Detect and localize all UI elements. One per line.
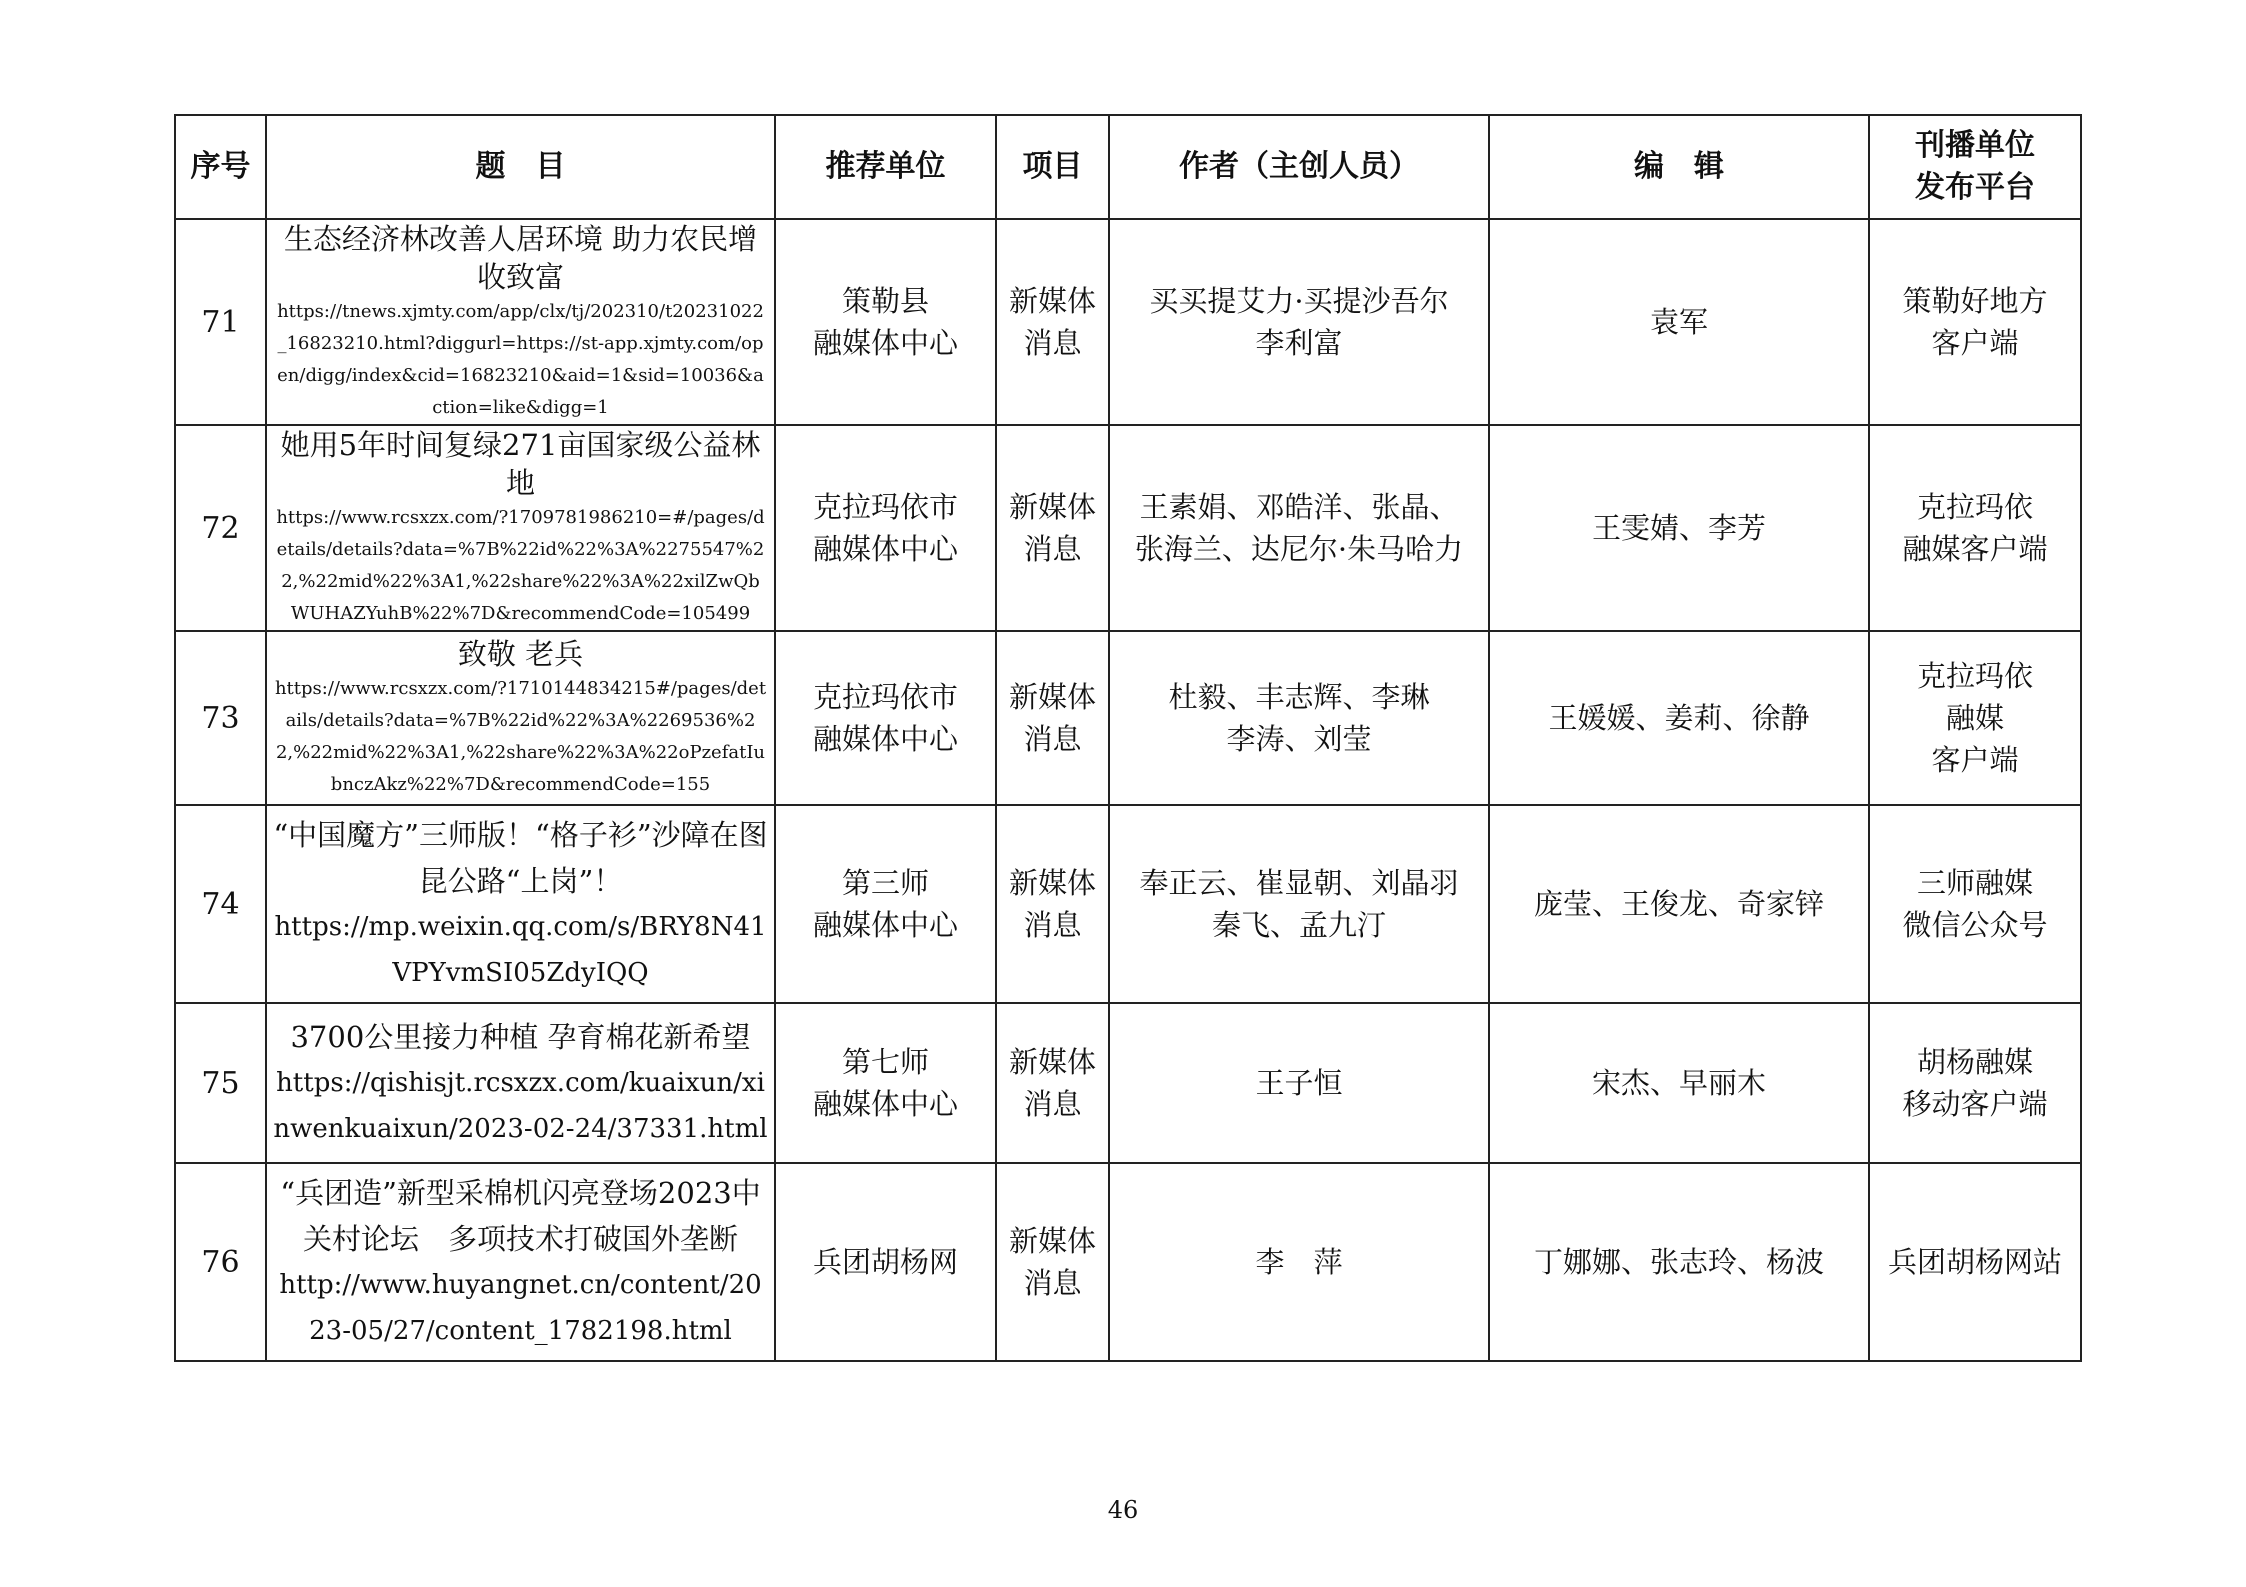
platform-cell	[1869, 1003, 2081, 1163]
unit-cell	[775, 805, 996, 1003]
item-line: 消息	[1023, 908, 1082, 942]
row-number: 75	[175, 1003, 266, 1163]
unit-cell	[775, 1163, 996, 1361]
editor-cell	[1489, 631, 1869, 805]
unit-line: 融媒体中心	[812, 326, 958, 360]
title-url[interactable]: https://tnews.xjmty.com/app/clx/tj/202310/t20231022_16823210.html?diggurl=https://st-app.xjmty.com/open/digg/index&cid=16823210&aid=1&sid=10036&action=like&digg=1	[277, 301, 764, 418]
header-platform	[1869, 115, 2081, 219]
platform-line: 胡杨融媒	[1916, 1045, 2033, 1079]
table-row	[175, 219, 2081, 425]
item-line: 新媒体	[1008, 284, 1096, 318]
unit-line: 克拉玛依市	[812, 680, 958, 714]
row-number: 72	[175, 425, 266, 631]
title-cell	[266, 425, 775, 631]
title-url[interactable]: http://www.huyangnet.cn/content/2023-05/27/content_1782198.html	[279, 1270, 762, 1346]
unit-cell	[775, 1003, 996, 1163]
table-row	[175, 1003, 2081, 1163]
editor-line: 丁娜娜、张志玲、杨波	[1533, 1245, 1824, 1279]
page-number: 46	[1107, 1496, 1139, 1524]
item-line: 消息	[1023, 722, 1082, 756]
author-cell	[1109, 1163, 1489, 1361]
item-cell	[996, 219, 1109, 425]
title-cell	[266, 631, 775, 805]
platform-line: 融媒客户端	[1902, 532, 2048, 566]
item-line: 新媒体	[1008, 680, 1096, 714]
unit-line: 融媒体中心	[812, 908, 958, 942]
platform-line: 移动客户端	[1902, 1087, 2048, 1121]
title-text: 3700公里接力种植 孕育棉花新希望	[290, 1020, 751, 1054]
author-cell	[1109, 219, 1489, 425]
item-cell	[996, 1163, 1109, 1361]
editor-cell	[1489, 425, 1869, 631]
header-editor: 编 辑	[1489, 115, 1869, 219]
unit-line: 融媒体中心	[812, 722, 958, 756]
editor-cell	[1489, 805, 1869, 1003]
header-item: 项目	[996, 115, 1109, 219]
item-cell	[996, 425, 1109, 631]
author-line: 杜毅、丰志辉、李琳	[1168, 680, 1430, 714]
title-cell	[266, 805, 775, 1003]
row-number: 74	[175, 805, 266, 1003]
awards-table	[174, 114, 2082, 1362]
item-line: 消息	[1023, 326, 1082, 360]
title-text: “中国魔方”三师版！“格子衫”沙障在图昆公路“上岗”！	[273, 818, 768, 898]
item-cell	[996, 631, 1109, 805]
platform-line: 融媒	[1945, 701, 2004, 735]
platform-cell	[1869, 631, 2081, 805]
editor-line: 袁军	[1649, 305, 1708, 339]
table-row	[175, 1163, 2081, 1361]
header-platform-line2: 发布平台	[1915, 170, 2035, 205]
platform-cell	[1869, 219, 2081, 425]
platform-line: 克拉玛依	[1916, 659, 2033, 693]
author-cell	[1109, 805, 1489, 1003]
author-cell	[1109, 631, 1489, 805]
title-cell	[266, 1163, 775, 1361]
item-line: 新媒体	[1008, 490, 1096, 524]
unit-line: 融媒体中心	[812, 1087, 958, 1121]
unit-line: 策勒县	[841, 284, 929, 318]
unit-line: 克拉玛依市	[812, 490, 958, 524]
platform-cell	[1869, 1163, 2081, 1361]
author-line: 李利富	[1255, 326, 1343, 360]
table-row	[175, 805, 2081, 1003]
header-title: 题 目	[266, 115, 775, 219]
title-url[interactable]: https://www.rcsxzx.com/?1709781986210=#/pages/details/details?data=%7B%22id%22%3A%2275547%22,%22mid%22%3A1,%22share%22%3A%22xilZwQbWUHAZYuhB%22%7D&recommendCode=105499	[276, 507, 765, 624]
title-text: 生态经济林改善人居环境 助力农民增收致富	[283, 222, 758, 294]
author-line: 王素娟、邓皓洋、张晶、	[1139, 490, 1459, 524]
author-cell	[1109, 1003, 1489, 1163]
header-author: 作者（主创人员）	[1109, 115, 1489, 219]
author-line: 秦飞、孟九汀	[1211, 908, 1386, 942]
title-url[interactable]: https://www.rcsxzx.com/?1710144834215#/pages/details/details?data=%7B%22id%22%3A%2269536%22,%22mid%22%3A1,%22share%22%3A%22oPzefatIubnczAkz%22%7D&recommendCode=155	[274, 678, 767, 795]
author-line: 买买提艾力·买提沙吾尔	[1149, 284, 1449, 318]
row-number: 71	[175, 219, 266, 425]
editor-line: 宋杰、早丽木	[1591, 1066, 1766, 1100]
unit-cell	[775, 219, 996, 425]
unit-cell	[775, 631, 996, 805]
title-cell	[266, 1003, 775, 1163]
unit-line: 融媒体中心	[812, 532, 958, 566]
title-text: 她用5年时间复绿271亩国家级公益林地	[280, 428, 761, 500]
title-cell	[266, 219, 775, 425]
author-line: 王子恒	[1255, 1066, 1343, 1100]
title-url[interactable]: https://mp.weixin.qq.com/s/BRY8N41VPYvmSI05ZdyIQQ	[274, 912, 767, 988]
platform-line: 三师融媒	[1916, 866, 2033, 900]
unit-line: 兵团胡杨网	[812, 1245, 958, 1279]
platform-cell	[1869, 805, 2081, 1003]
editor-cell	[1489, 1163, 1869, 1361]
platform-line: 客户端	[1931, 326, 2019, 360]
author-line: 张海兰、达尼尔·朱马哈力	[1134, 532, 1464, 566]
unit-line: 第七师	[841, 1045, 929, 1079]
item-line: 消息	[1023, 532, 1082, 566]
editor-line: 王媛媛、姜莉、徐静	[1548, 701, 1810, 735]
table-row	[175, 631, 2081, 805]
title-text: 致敬 老兵	[457, 637, 584, 671]
item-line: 新媒体	[1008, 866, 1096, 900]
editor-line: 庞莹、王俊龙、奇家锌	[1533, 887, 1824, 921]
item-line: 新媒体	[1008, 1224, 1096, 1258]
title-url[interactable]: https://qishisjt.rcsxzx.com/kuaixun/xinwenkuaixun/2023-02-24/37331.html	[273, 1068, 768, 1144]
unit-cell	[775, 425, 996, 631]
editor-line: 王雯婧、李芳	[1591, 511, 1766, 545]
platform-line: 策勒好地方	[1902, 284, 2048, 318]
table-row	[175, 425, 2081, 631]
title-text: “兵团造”新型采棉机闪亮登场2023中关村论坛 多项技术打破国外垄断	[280, 1176, 761, 1256]
header-no: 序号	[175, 115, 266, 219]
item-cell	[996, 1003, 1109, 1163]
item-cell	[996, 805, 1109, 1003]
platform-line: 客户端	[1931, 743, 2019, 777]
platform-line: 微信公众号	[1902, 908, 2048, 942]
platform-line: 兵团胡杨网站	[1887, 1245, 2062, 1279]
header-unit: 推荐单位	[775, 115, 996, 219]
item-line: 新媒体	[1008, 1045, 1096, 1079]
author-line: 奉正云、崔显朝、刘晶羽	[1139, 866, 1459, 900]
row-number: 76	[175, 1163, 266, 1361]
unit-line: 第三师	[841, 866, 929, 900]
author-cell	[1109, 425, 1489, 631]
item-line: 消息	[1023, 1266, 1082, 1300]
header-row	[175, 115, 2081, 219]
header-platform-line1: 刊播单位	[1915, 128, 2035, 163]
editor-cell	[1489, 1003, 1869, 1163]
item-line: 消息	[1023, 1087, 1082, 1121]
platform-cell	[1869, 425, 2081, 631]
author-line: 李涛、刘莹	[1226, 722, 1372, 756]
editor-cell	[1489, 219, 1869, 425]
platform-line: 克拉玛依	[1916, 490, 2033, 524]
row-number: 73	[175, 631, 266, 805]
author-line: 李 萍	[1255, 1245, 1343, 1279]
